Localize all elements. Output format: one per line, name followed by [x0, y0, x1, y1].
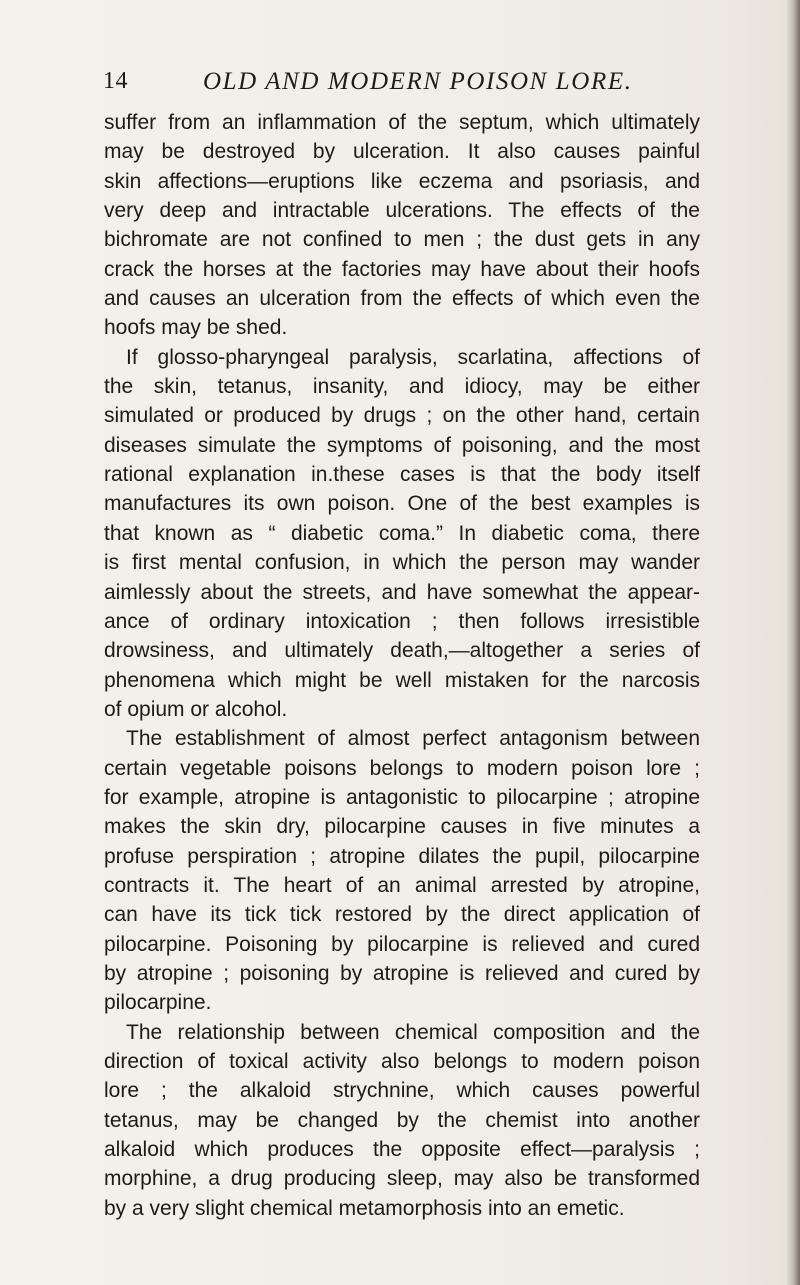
- text-line: rational explanation in.these cases is that the body itself: [104, 463, 700, 487]
- text-line: alkaloid which produces the opposite effect—paralysis ;: [104, 1138, 700, 1162]
- body-text: [104, 108, 700, 1223]
- text-line: very deep and intractable ulcerations. The effects of the: [104, 199, 700, 223]
- text-line: simulated or produced by drugs ; on the other hand, certain: [104, 404, 700, 428]
- text-line: drowsiness, and ultimately death,—altogether a series of: [104, 639, 700, 663]
- text-line: pilocarpine.: [104, 991, 212, 1015]
- text-line: diseases simulate the symptoms of poisoning, and the most: [104, 433, 700, 457]
- running-title: OLD AND MODERN POISON LORE.: [203, 68, 633, 95]
- running-head: [103, 68, 663, 108]
- text-line: ance of ordinary intoxication ; then follows irresistible: [104, 609, 700, 633]
- text-line: bichromate are not confined to men ; the dust gets in any: [104, 228, 700, 252]
- text-line: for example, atropine is antagonistic to pilocarpine ; atropine: [104, 785, 700, 809]
- text-line: morphine, a drug producing sleep, may also be transformed: [104, 1167, 700, 1191]
- text-line: is first mental confusion, in which the person may wander: [104, 551, 700, 575]
- text-line: by atropine ; poisoning by atropine is relieved and cured by: [104, 961, 700, 985]
- text-line: The relationship between chemical composition and the: [126, 1020, 700, 1044]
- text-line: the skin, tetanus, insanity, and idiocy, may be either: [104, 375, 700, 399]
- text-line: hoofs may be shed.: [104, 316, 288, 340]
- text-line: The establishment of almost perfect antagonism between: [126, 727, 700, 751]
- text-line: manufactures its own poison. One of the best examples is: [104, 492, 700, 516]
- text-line: can have its tick tick restored by the direct application of: [104, 903, 700, 927]
- text-line: and causes an ulceration from the effects of which even the: [104, 287, 700, 311]
- text-line: profuse perspiration ; atropine dilates the pupil, pilocarpine: [104, 844, 700, 868]
- text-line: crack the horses at the factories may have about their hoofs: [104, 257, 700, 281]
- text-line: may be destroyed by ulceration. It also causes painful: [104, 140, 700, 164]
- text-line: suffer from an inflammation of the septum, which ultimately: [104, 111, 700, 134]
- text-line: that known as “ diabetic coma.” In diabetic coma, there: [104, 521, 700, 545]
- text-line: If glosso-pharyngeal paralysis, scarlatina, affections of: [126, 345, 700, 369]
- text-line: skin affections—eruptions like eczema and psoriasis, and: [104, 169, 700, 193]
- text-line: makes the skin dry, pilocarpine causes in five minutes a: [104, 815, 700, 839]
- text-line: phenomena which might be well mistaken for the narcosis: [104, 668, 700, 692]
- text-line: certain vegetable poisons belongs to modern poison lore ;: [104, 756, 700, 780]
- text-line: of opium or alcohol.: [104, 697, 288, 721]
- page-edge-shadow: [786, 0, 800, 1285]
- text-line: aimlessly about the streets, and have somewhat the appear-: [104, 580, 700, 604]
- text-line: pilocarpine. Poisoning by pilocarpine is relieved and cured: [104, 932, 700, 956]
- text-line: by a very slight chemical metamorphosis into an emetic.: [104, 1196, 625, 1220]
- text-line: direction of toxical activity also belongs to modern poison: [104, 1050, 700, 1073]
- text-line: lore ; the alkaloid strychnine, which causes powerful: [104, 1079, 700, 1103]
- text-line: tetanus, may be changed by the chemist into another: [104, 1108, 700, 1132]
- text-line: contracts it. The heart of an animal arrested by atropine,: [104, 873, 700, 897]
- page-number: 14: [103, 68, 128, 94]
